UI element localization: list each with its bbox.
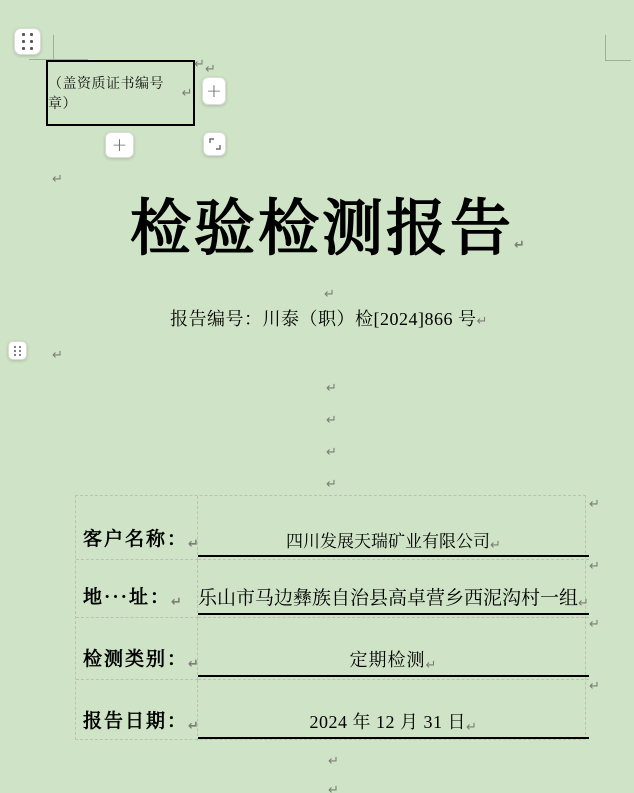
paragraph-mark: ↵ [194, 57, 205, 72]
value-underline [198, 675, 589, 677]
cell-end-mark: ↵ [188, 537, 201, 552]
value-underline [198, 555, 589, 557]
address-label: 地···址： [83, 587, 172, 608]
cell-end-mark: ↵ [188, 719, 201, 734]
paragraph-mark: ↵ [52, 348, 63, 363]
paragraph-mark: ↵ [52, 172, 63, 187]
paragraph-mark: ↵ [326, 477, 337, 492]
report-number-text: 报告编号：川泰（职）检[2024]866 号 [170, 309, 477, 329]
margin-crop-mark-top-right-v [605, 35, 606, 60]
table-move-handle[interactable] [14, 28, 41, 55]
paragraph-mark: ↵ [205, 62, 216, 77]
margin-crop-mark-top-right-h [605, 60, 631, 61]
drag-handle-icon [14, 346, 21, 356]
stamp-placeholder-label: （盖资质证书编号章） [48, 77, 164, 112]
row-end-mark: ↵ [589, 559, 600, 574]
client-info-table [75, 495, 589, 740]
value-cell-client-name[interactable] [198, 496, 589, 560]
paragraph-mark: ↵ [328, 754, 339, 769]
report-title[interactable] [53, 194, 605, 266]
label-cell-address[interactable] [76, 560, 198, 618]
cell-end-mark: ↵ [425, 658, 438, 673]
cell-end-mark: ↵ [171, 595, 184, 610]
row-end-mark: ↵ [589, 617, 600, 632]
label-cell-report-date[interactable] [76, 680, 201, 741]
test-category-label: 检测类别： [83, 649, 189, 670]
margin-crop-mark-top-left-v [53, 35, 54, 59]
report-title-text: 检验检测报告 [130, 196, 515, 263]
cell-end-mark: ↵ [188, 657, 201, 672]
value-cell-address[interactable] [198, 560, 589, 618]
paragraph-mark: ↵ [326, 413, 337, 428]
report-date-value: 2024 年 12 月 31 日 [309, 712, 466, 732]
test-category-value: 定期检测 [349, 650, 426, 670]
plus-icon: + [206, 79, 222, 102]
stamp-placeholder-box[interactable] [46, 60, 195, 126]
value-underline [198, 737, 589, 739]
cell-end-mark: ↵ [466, 720, 478, 735]
paragraph-mark: ↵ [326, 381, 337, 396]
resize-diagonal-icon [208, 137, 222, 151]
paragraph-mark: ↵ [476, 314, 488, 329]
paragraph-mark: ↵ [181, 85, 193, 101]
report-number-line[interactable] [53, 306, 605, 332]
label-cell-client-name[interactable] [76, 496, 201, 560]
value-cell-test-category[interactable] [198, 618, 589, 680]
label-cell-test-category[interactable] [76, 618, 201, 680]
cell-end-mark: ↵ [490, 538, 501, 553]
paragraph-mark: ↵ [328, 783, 339, 793]
paragraph-mark: ↵ [324, 287, 335, 302]
value-underline [198, 613, 589, 615]
client-name-value: 四川发展天瑞矿业有限公司 [286, 532, 490, 551]
table-move-handle[interactable] [8, 341, 27, 360]
row-end-mark: ↵ [589, 679, 600, 694]
paragraph-mark: ↵ [326, 445, 337, 460]
paragraph-mark: ↵ [514, 238, 528, 253]
table-resize-handle[interactable] [203, 132, 226, 156]
plus-icon: + [111, 133, 128, 156]
add-column-button[interactable] [202, 77, 226, 105]
value-cell-report-date[interactable] [198, 680, 589, 741]
address-value: 乐山市马边彝族自治县高卓营乡西泥沟村一组 [198, 588, 579, 609]
drag-handle-icon [22, 33, 33, 50]
row-end-mark: ↵ [589, 497, 600, 512]
report-date-label: 报告日期： [83, 711, 189, 732]
client-name-label: 客户名称： [83, 529, 189, 550]
add-row-button[interactable] [105, 132, 134, 158]
cell-end-mark: ↵ [578, 596, 589, 611]
